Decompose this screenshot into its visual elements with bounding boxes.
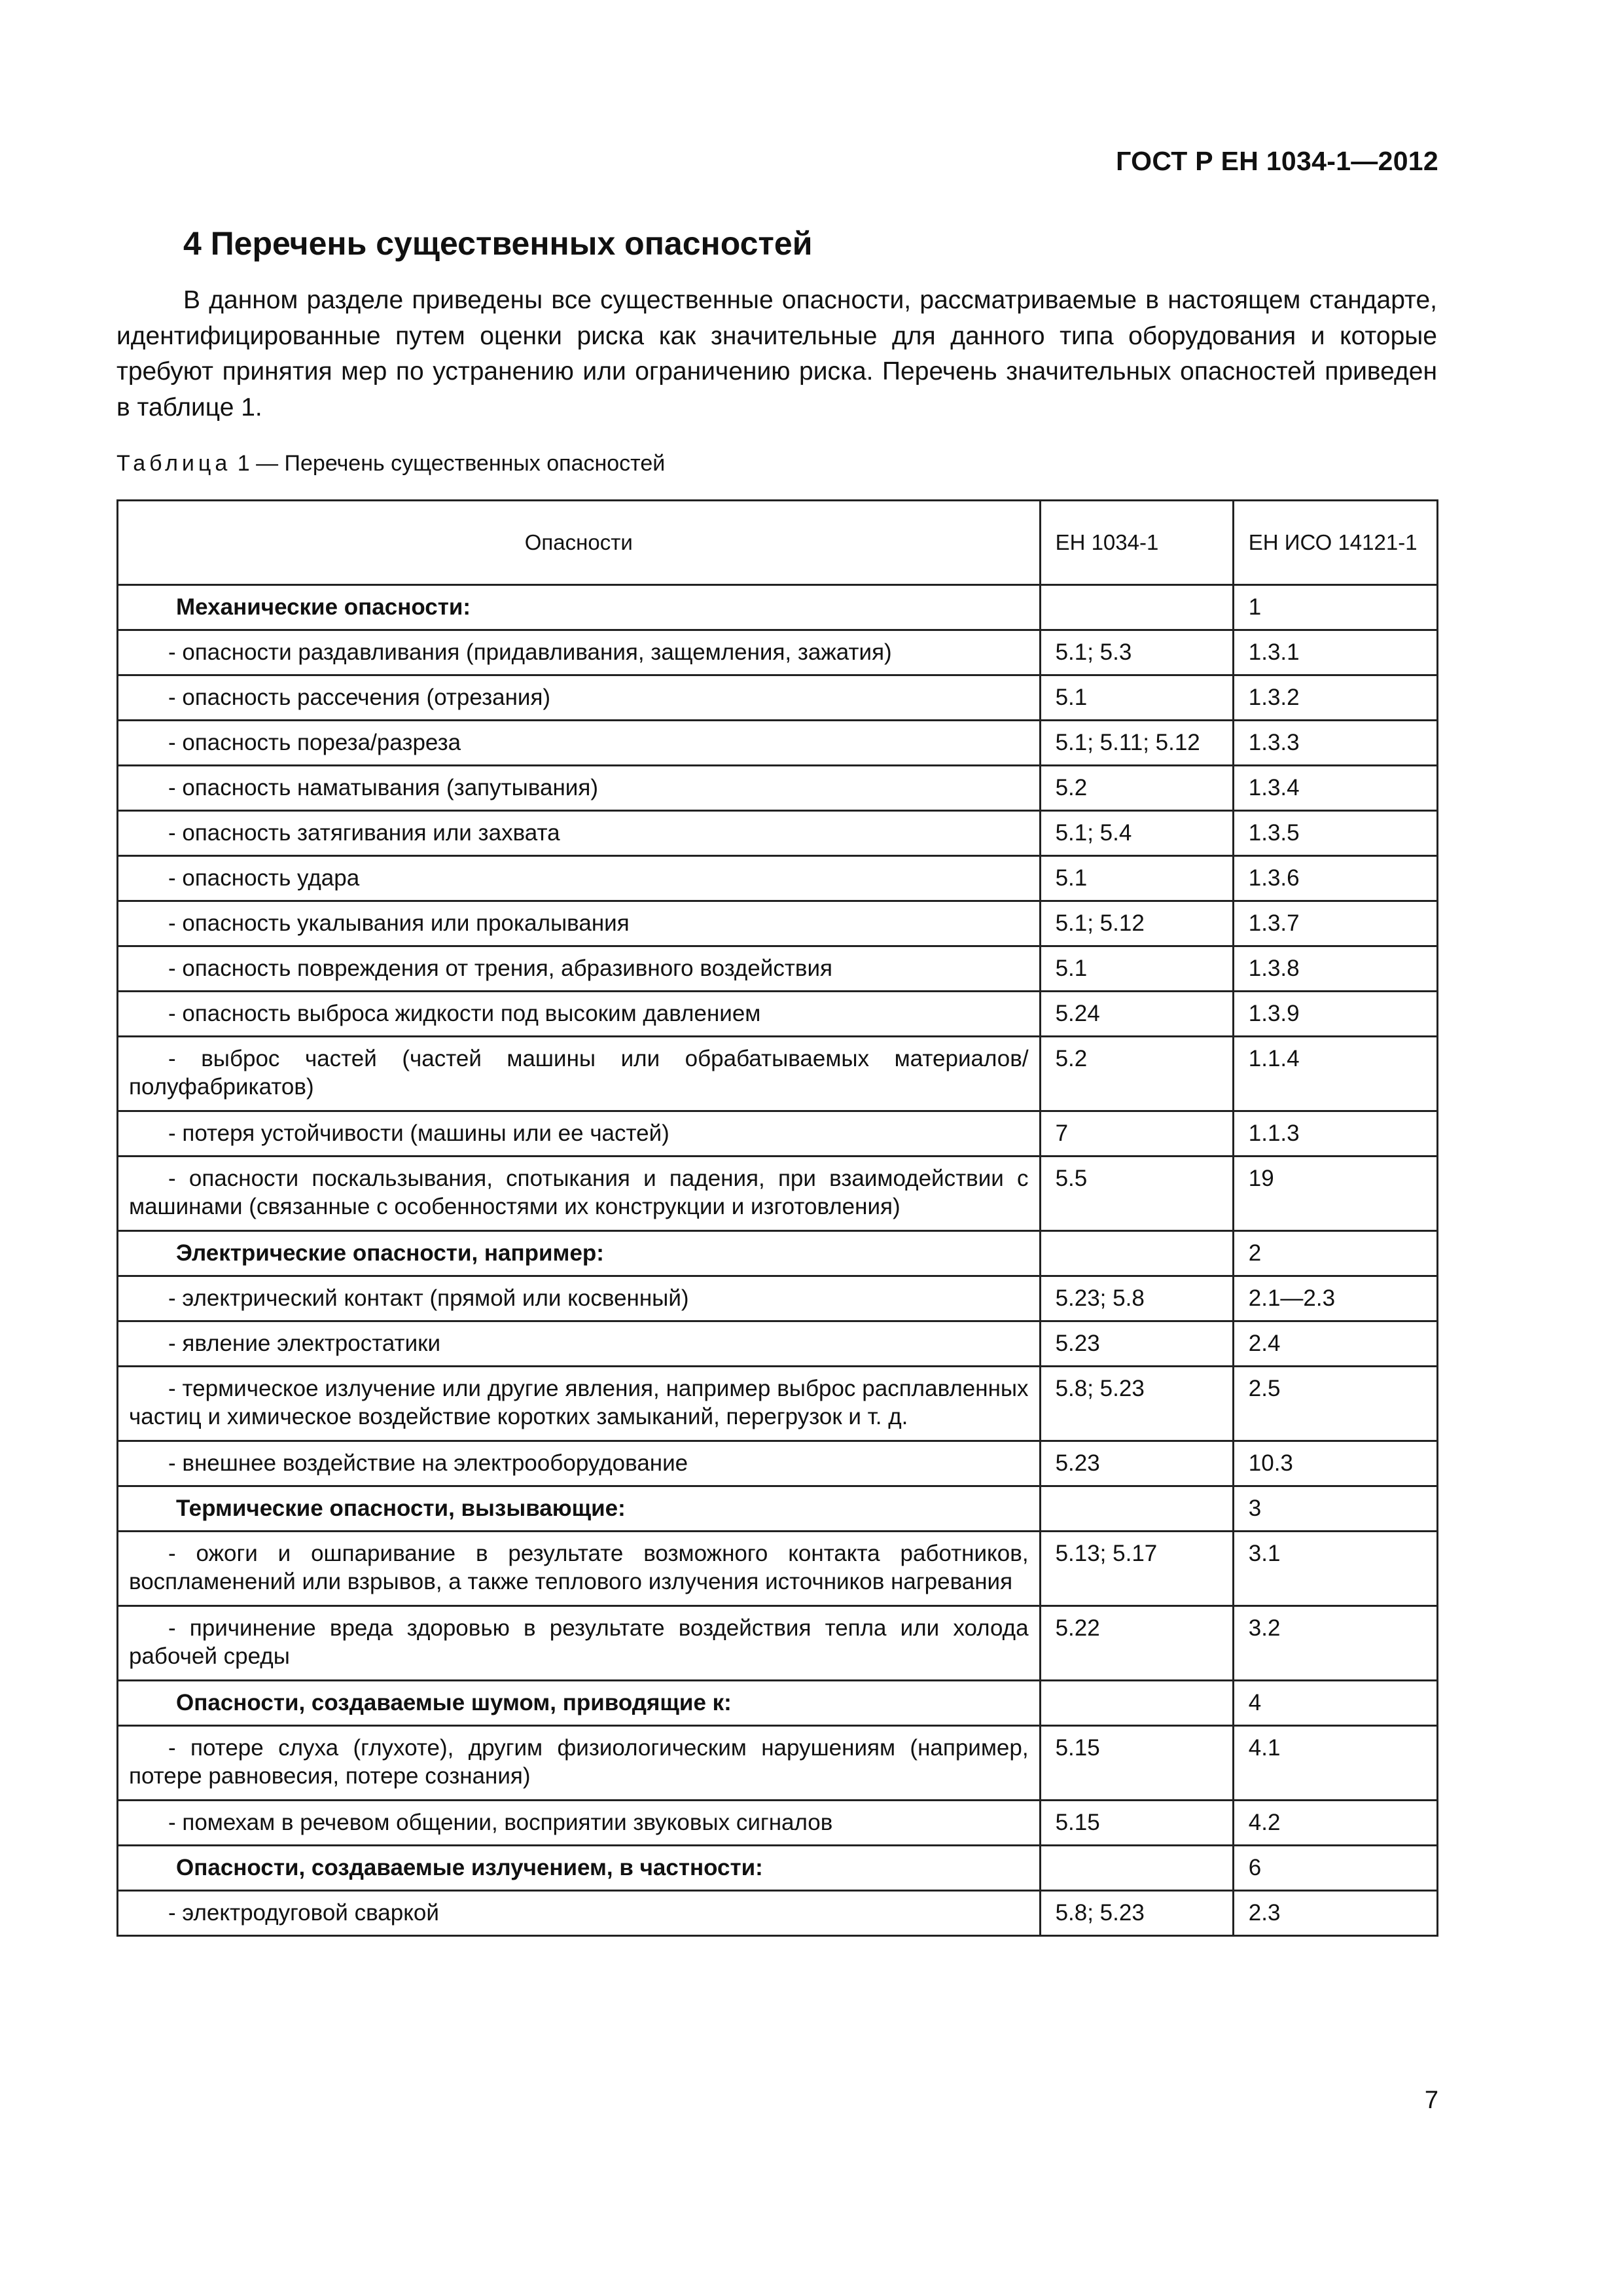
hazard-cell [118, 1891, 1041, 1936]
table-group-row [118, 1486, 1438, 1532]
table-group-row [118, 1231, 1438, 1276]
en-1034-cell-text: 5.1; 5.12 [1055, 910, 1145, 936]
en-1034-cell-text: 5.1; 5.3 [1055, 639, 1132, 665]
en-1034-cell-text: 7 [1055, 1121, 1069, 1146]
en-1034-cell-text [1041, 1232, 1232, 1265]
header-en-iso-14121: ЕН ИСО 14121-1 [1233, 501, 1437, 585]
table-row [118, 630, 1438, 675]
en-1034-cell-text: 5.5 [1055, 1166, 1088, 1191]
en-1034-cell-text: 5.1 [1055, 685, 1088, 710]
en-iso-14121-cell-text: 4 [1248, 1690, 1262, 1715]
hazard-cell [118, 946, 1041, 992]
table-row [118, 766, 1438, 811]
en-iso-14121-cell [1233, 946, 1437, 992]
hazard-cell-text: - опасность повреждения от трения, абразивного воздействия [168, 956, 832, 981]
hazard-cell [118, 992, 1041, 1037]
en-iso-14121-cell-text: 3 [1248, 1496, 1262, 1521]
table-row [118, 1891, 1438, 1936]
table-body [118, 585, 1438, 1936]
en-iso-14121-cell-text: 1.1.4 [1248, 1046, 1300, 1071]
hazard-cell [118, 630, 1041, 675]
en-1034-cell [1040, 1367, 1233, 1441]
hazard-cell-text: - помехам в речевом общении, восприятии звуковых сигналов [168, 1810, 833, 1835]
intro-paragraph: В данном разделе приведены все существенные опасности, рассматриваемые в настоящем стандарте, идентифицированные путем оценки риска как значительные для данного типа оборудования и которые требуют принятия мер по устранению или ограничению риска. Перечень значительных опасностей приведен в таблице 1. [116, 286, 1437, 422]
hazard-cell [118, 1801, 1041, 1846]
en-1034-cell-text [1041, 586, 1232, 619]
hazard-cell [118, 1606, 1041, 1681]
en-1034-cell-text: 5.1; 5.11; 5.12 [1055, 730, 1200, 755]
hazard-cell [118, 901, 1041, 946]
en-iso-14121-cell-text: 19 [1248, 1166, 1274, 1191]
hazard-cell-text: - электродуговой сваркой [168, 1900, 439, 1926]
table-group-row [118, 585, 1438, 630]
en-1034-cell [1040, 1891, 1233, 1936]
hazard-cell [118, 1681, 1041, 1726]
en-iso-14121-cell [1233, 1891, 1437, 1936]
en-iso-14121-cell-text: 1 [1248, 594, 1262, 620]
en-iso-14121-cell-text: 1.3.4 [1248, 775, 1300, 800]
en-iso-14121-cell-text: 1.3.2 [1248, 685, 1300, 710]
en-iso-14121-cell-text: 4.2 [1248, 1810, 1281, 1835]
en-iso-14121-cell-text: 1.3.5 [1248, 820, 1300, 846]
header-hazards: Опасности [118, 501, 1041, 585]
table-row [118, 811, 1438, 856]
en-iso-14121-cell-text: 2.5 [1248, 1376, 1281, 1401]
en-iso-14121-cell [1233, 1846, 1437, 1891]
en-iso-14121-cell [1233, 1726, 1437, 1801]
table-row [118, 1606, 1438, 1681]
en-iso-14121-cell [1233, 1532, 1437, 1606]
en-iso-14121-cell-text: 3.2 [1248, 1615, 1281, 1641]
table-row [118, 675, 1438, 721]
en-1034-cell [1040, 1157, 1233, 1231]
hazard-cell [118, 766, 1041, 811]
hazard-cell-text: - опасность удара [168, 865, 360, 891]
en-iso-14121-cell-text: 1.3.1 [1248, 639, 1300, 665]
table-row [118, 1532, 1438, 1606]
en-iso-14121-cell-text: 6 [1248, 1855, 1262, 1880]
hazard-cell-text: - ожоги и ошпаривание в результате возможного контакта работников, воспламенений или взрывов, а также теплового излучения источников нагревания [129, 1541, 1029, 1594]
en-iso-14121-cell-text: 1.1.3 [1248, 1121, 1300, 1146]
document-code: ГОСТ Р ЕН 1034-1—2012 [1116, 146, 1438, 176]
hazard-cell-text: - потеря устойчивости (машины или ее частей) [168, 1121, 669, 1146]
hazard-cell-text: - опасность пореза/разреза [168, 730, 461, 755]
en-iso-14121-cell-text: 2.4 [1248, 1331, 1281, 1356]
en-iso-14121-cell [1233, 1486, 1437, 1532]
en-1034-cell-text: 5.1; 5.4 [1055, 820, 1132, 846]
hazard-cell-text: - электрический контакт (прямой или косвенный) [168, 1285, 689, 1311]
en-iso-14121-cell-text: 1.3.6 [1248, 865, 1300, 891]
en-iso-14121-cell [1233, 1681, 1437, 1726]
en-1034-cell-text: 5.1 [1055, 956, 1088, 981]
en-1034-cell [1040, 1846, 1233, 1891]
en-1034-cell [1040, 1037, 1233, 1111]
hazard-cell [118, 1037, 1041, 1111]
hazard-cell-text: - опасность затягивания или захвата [168, 820, 560, 846]
hazard-cell-text: - опасности поскальзывания, спотыкания и падения, при взаимодействии с машинами (связанные с особенностями их конструкции и изготовления) [129, 1166, 1029, 1219]
en-1034-cell [1040, 1276, 1233, 1321]
en-iso-14121-cell-text: 1.3.3 [1248, 730, 1300, 755]
en-iso-14121-cell-text: 1.3.8 [1248, 956, 1300, 981]
table-caption-text: 1 — Перечень существенных опасностей [231, 451, 666, 476]
en-iso-14121-cell [1233, 1606, 1437, 1681]
page-number: 7 [1424, 2087, 1438, 2114]
en-1034-cell [1040, 585, 1233, 630]
hazard-cell [118, 1157, 1041, 1231]
hazard-cell-text: Опасности, создаваемые шумом, приводящие к: [176, 1690, 732, 1715]
hazard-cell-text: - опасность укалывания или прокалывания [168, 910, 630, 936]
en-1034-cell [1040, 1441, 1233, 1486]
en-iso-14121-cell-text: 1.3.9 [1248, 1001, 1300, 1026]
en-1034-cell [1040, 675, 1233, 721]
table-row [118, 1726, 1438, 1801]
en-1034-cell [1040, 721, 1233, 766]
hazard-cell [118, 1231, 1041, 1276]
table-row [118, 1037, 1438, 1111]
en-1034-cell-text: 5.15 [1055, 1810, 1100, 1835]
en-iso-14121-cell [1233, 630, 1437, 675]
en-1034-cell [1040, 856, 1233, 901]
en-1034-cell [1040, 1726, 1233, 1801]
hazard-cell [118, 811, 1041, 856]
en-iso-14121-cell [1233, 811, 1437, 856]
hazard-cell-text: Механические опасности: [176, 594, 471, 620]
en-iso-14121-cell [1233, 1367, 1437, 1441]
hazard-cell-text: - опасности раздавливания (придавливания, защемления, зажатия) [168, 639, 892, 665]
hazard-cell-text: Электрические опасности, например: [176, 1240, 604, 1266]
en-iso-14121-cell [1233, 901, 1437, 946]
en-iso-14121-cell [1233, 992, 1437, 1037]
hazard-cell [118, 675, 1041, 721]
en-1034-cell-text [1041, 1846, 1232, 1880]
header-en-1034: ЕН 1034-1 [1040, 501, 1233, 585]
en-1034-cell [1040, 1111, 1233, 1157]
en-1034-cell-text [1041, 1681, 1232, 1715]
en-1034-cell-text: 5.13; 5.17 [1055, 1541, 1158, 1566]
en-iso-14121-cell-text: 2.3 [1248, 1900, 1281, 1926]
en-1034-cell-text: 5.8; 5.23 [1055, 1900, 1145, 1926]
en-1034-cell-text: 5.23; 5.8 [1055, 1285, 1145, 1311]
en-1034-cell [1040, 1801, 1233, 1846]
en-1034-cell-text: 5.8; 5.23 [1055, 1376, 1145, 1401]
en-iso-14121-cell [1233, 585, 1437, 630]
hazard-cell [118, 1726, 1041, 1801]
en-iso-14121-cell-text: 4.1 [1248, 1735, 1281, 1761]
en-iso-14121-cell [1233, 766, 1437, 811]
hazard-cell-text: - опасность рассечения (отрезания) [168, 685, 551, 710]
en-1034-cell [1040, 1681, 1233, 1726]
hazard-cell [118, 856, 1041, 901]
table-row [118, 1276, 1438, 1321]
section-title: 4 Перечень существенных опасностей [183, 225, 813, 262]
hazard-cell-text: - опасность наматывания (запутывания) [168, 775, 598, 800]
en-1034-cell [1040, 766, 1233, 811]
table-row [118, 992, 1438, 1037]
en-iso-14121-cell-text: 2.1—2.3 [1248, 1285, 1336, 1311]
table-header-row [118, 501, 1438, 585]
table-row [118, 721, 1438, 766]
en-iso-14121-cell-text: 2 [1248, 1240, 1262, 1266]
en-1034-cell [1040, 1321, 1233, 1367]
table-row [118, 1367, 1438, 1441]
table-caption [116, 451, 665, 476]
en-iso-14121-cell-text: 3.1 [1248, 1541, 1281, 1566]
hazard-cell [118, 585, 1041, 630]
en-iso-14121-cell-text: 10.3 [1248, 1450, 1293, 1476]
en-1034-cell-text: 5.22 [1055, 1615, 1100, 1641]
table-group-row [118, 1846, 1438, 1891]
table-caption-prefix: Таблица [116, 451, 232, 476]
hazard-cell [118, 1321, 1041, 1367]
en-iso-14121-cell [1233, 675, 1437, 721]
en-1034-cell [1040, 1606, 1233, 1681]
en-1034-cell-text: 5.15 [1055, 1735, 1100, 1761]
table-group-row [118, 1681, 1438, 1726]
en-1034-cell [1040, 901, 1233, 946]
hazard-cell-text: - выброс частей (частей машины или обрабатываемых материалов/полуфабрикатов) [129, 1046, 1029, 1100]
table-row [118, 1801, 1438, 1846]
en-1034-cell-text: 5.1 [1055, 865, 1088, 891]
table-row [118, 1441, 1438, 1486]
en-1034-cell [1040, 992, 1233, 1037]
hazard-cell-text: Термические опасности, вызывающие: [176, 1496, 626, 1521]
en-iso-14121-cell [1233, 1037, 1437, 1111]
hazard-cell [118, 1532, 1041, 1606]
en-iso-14121-cell [1233, 1321, 1437, 1367]
table-row [118, 1157, 1438, 1231]
en-1034-cell [1040, 630, 1233, 675]
en-iso-14121-cell [1233, 1231, 1437, 1276]
en-1034-cell [1040, 1532, 1233, 1606]
en-1034-cell-text: 5.24 [1055, 1001, 1100, 1026]
en-1034-cell-text: 5.23 [1055, 1450, 1100, 1476]
en-iso-14121-cell [1233, 1111, 1437, 1157]
hazard-cell-text: - опасность выброса жидкости под высоким давлением [168, 1001, 761, 1026]
hazard-cell-text: - термическое излучение или другие явления, например выброс расплавленных частиц и химическое воздействие коротких замыканий, перегрузок и т. д. [129, 1376, 1029, 1429]
en-iso-14121-cell [1233, 856, 1437, 901]
en-iso-14121-cell [1233, 1276, 1437, 1321]
table-row [118, 1321, 1438, 1367]
hazard-cell [118, 721, 1041, 766]
en-iso-14121-cell-text: 1.3.7 [1248, 910, 1300, 936]
en-iso-14121-cell [1233, 721, 1437, 766]
en-1034-cell-text: 5.2 [1055, 775, 1088, 800]
en-iso-14121-cell [1233, 1441, 1437, 1486]
hazard-cell-text: - явление электростатики [168, 1331, 441, 1356]
en-1034-cell [1040, 946, 1233, 992]
hazard-cell-text: Опасности, создаваемые излучением, в частности: [176, 1855, 763, 1880]
en-1034-cell [1040, 1486, 1233, 1532]
table-row [118, 856, 1438, 901]
hazard-cell-text: - причинение вреда здоровью в результате воздействия тепла или холода рабочей среды [129, 1615, 1029, 1669]
en-iso-14121-cell [1233, 1157, 1437, 1231]
hazard-cell [118, 1111, 1041, 1157]
en-iso-14121-cell [1233, 1801, 1437, 1846]
hazard-cell [118, 1846, 1041, 1891]
table-row [118, 946, 1438, 992]
hazard-cell-text: - внешнее воздействие на электрооборудование [168, 1450, 688, 1476]
hazard-cell [118, 1367, 1041, 1441]
hazard-cell [118, 1276, 1041, 1321]
en-1034-cell-text: 5.2 [1055, 1046, 1088, 1071]
table-row [118, 1111, 1438, 1157]
en-1034-cell-text [1041, 1487, 1232, 1520]
hazard-cell [118, 1441, 1041, 1486]
hazard-cell [118, 1486, 1041, 1532]
en-1034-cell [1040, 811, 1233, 856]
table-row [118, 901, 1438, 946]
en-1034-cell-text: 5.23 [1055, 1331, 1100, 1356]
hazards-table [116, 499, 1438, 1937]
hazard-cell-text: - потере слуха (глухоте), другим физиологическим нарушениям (например, потере равновесия, потере сознания) [129, 1735, 1029, 1789]
en-1034-cell [1040, 1231, 1233, 1276]
